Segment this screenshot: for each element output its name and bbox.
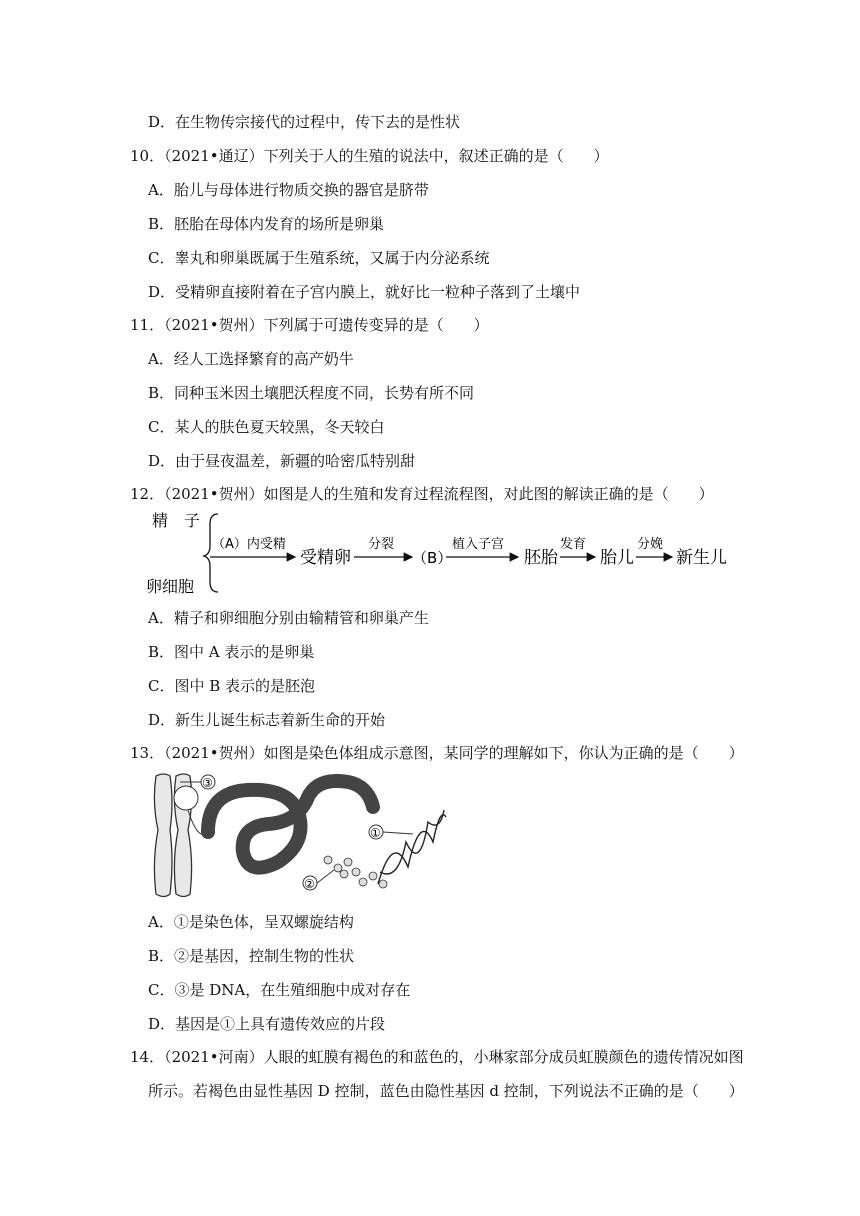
q10-option-b: B．胚胎在母体内发育的场所是卵巢 (148, 215, 385, 233)
q13-option-d: D．基因是①上具有遗传效应的片段 (148, 1015, 386, 1033)
q12-option-d: D．新生儿诞生标志着新生命的开始 (148, 711, 386, 729)
flow-zygote: 受精卵 (300, 548, 351, 568)
q11-option-c: C．某人的肤色夏天较黑，冬天较白 (148, 418, 385, 436)
q13-option-c: C．③是 DNA，在生殖细胞中成对存在 (148, 981, 411, 999)
q11-option-a: A．经人工选择繁育的高产奶牛 (148, 350, 354, 368)
reproduction-flowchart (140, 510, 740, 600)
label-2-leader (317, 870, 334, 883)
q14-stem-line-2: 所示。若褐色由显性基因 D 控制，蓝色由隐性基因 d 控制，下列说法不正确的是（ ） (148, 1082, 744, 1100)
q10-option-c: C．睾丸和卵巢既属于生殖系统，又属于内分泌系统 (148, 249, 490, 267)
label-1: ① (370, 826, 381, 840)
q12-option-b: B．图中 A 表示的是卵巢 (148, 643, 315, 661)
q11-option-b: B．同种玉米因土壤肥沃程度不同，长势有所不同 (148, 384, 475, 402)
q12-stem: 12．（2021•贺州）如图是人的生殖和发育过程流程图，对此图的解读正确的是（ ） (130, 485, 714, 503)
flow-label-b: （B） (412, 549, 453, 567)
q12-option-c: C．图中 B 表示的是胚泡 (148, 677, 316, 695)
label-3: ③ (202, 776, 213, 790)
chromosome-diagram (148, 772, 448, 902)
q13-option-b: B．②是基因，控制生物的性状 (148, 947, 355, 965)
q11-stem: 11．（2021•贺州）下列属于可遗传变异的是（ ） (130, 316, 489, 334)
zoom-circle (174, 786, 198, 810)
flow-label-a: （A）内受精 (212, 537, 286, 552)
q13-stem: 13．（2021•贺州）如图是染色体组成示意图，某同学的理解如下，你认为正确的是（ ） (130, 744, 744, 762)
q10-stem: 10．（2021•通辽）下列关于人的生殖的说法中，叙述正确的是（ ） (130, 147, 609, 165)
flow-embryo: 胚胎 (524, 548, 558, 568)
flow-label-birth: 分娩 (637, 537, 664, 552)
flow-newborn: 新生儿 (676, 548, 727, 568)
q11-option-d: D．由于昼夜温差，新疆的哈密瓜特别甜 (148, 452, 416, 470)
q10-option-d: D．受精卵直接附着在子宫内膜上，就好比一粒种子落到了土壤中 (148, 283, 581, 301)
coiled-fiber (208, 781, 373, 868)
flow-fetus: 胎儿 (600, 548, 634, 568)
q12-option-a: A．精子和卵细胞分别由输精管和卵巢产生 (148, 609, 429, 627)
q13-option-a: A．①是染色体，呈双螺旋结构 (148, 913, 354, 931)
flow-egg: 卵细胞 (146, 577, 195, 596)
dna-helix (378, 810, 446, 884)
flow-label-develop: 发育 (560, 537, 587, 552)
flow-sperm: 精 子 (152, 511, 201, 530)
label-1-leader (383, 832, 413, 834)
q9-option-d: D．在生物传宗接代的过程中，传下去的是性状 (148, 113, 461, 131)
flow-label-implant: 植入子宫 (452, 537, 505, 552)
flow-label-divide: 分裂 (368, 537, 395, 552)
q10-option-a: A．胎儿与母体进行物质交换的器官是脐带 (148, 181, 429, 199)
flow-brace (204, 514, 218, 592)
q14-stem-line-1: 14．（2021•河南）人眼的虹膜有褐色的和蓝色的，小琳家部分成员虹膜颜色的遗传情况如图 (130, 1048, 744, 1066)
label-2: ② (304, 877, 315, 891)
